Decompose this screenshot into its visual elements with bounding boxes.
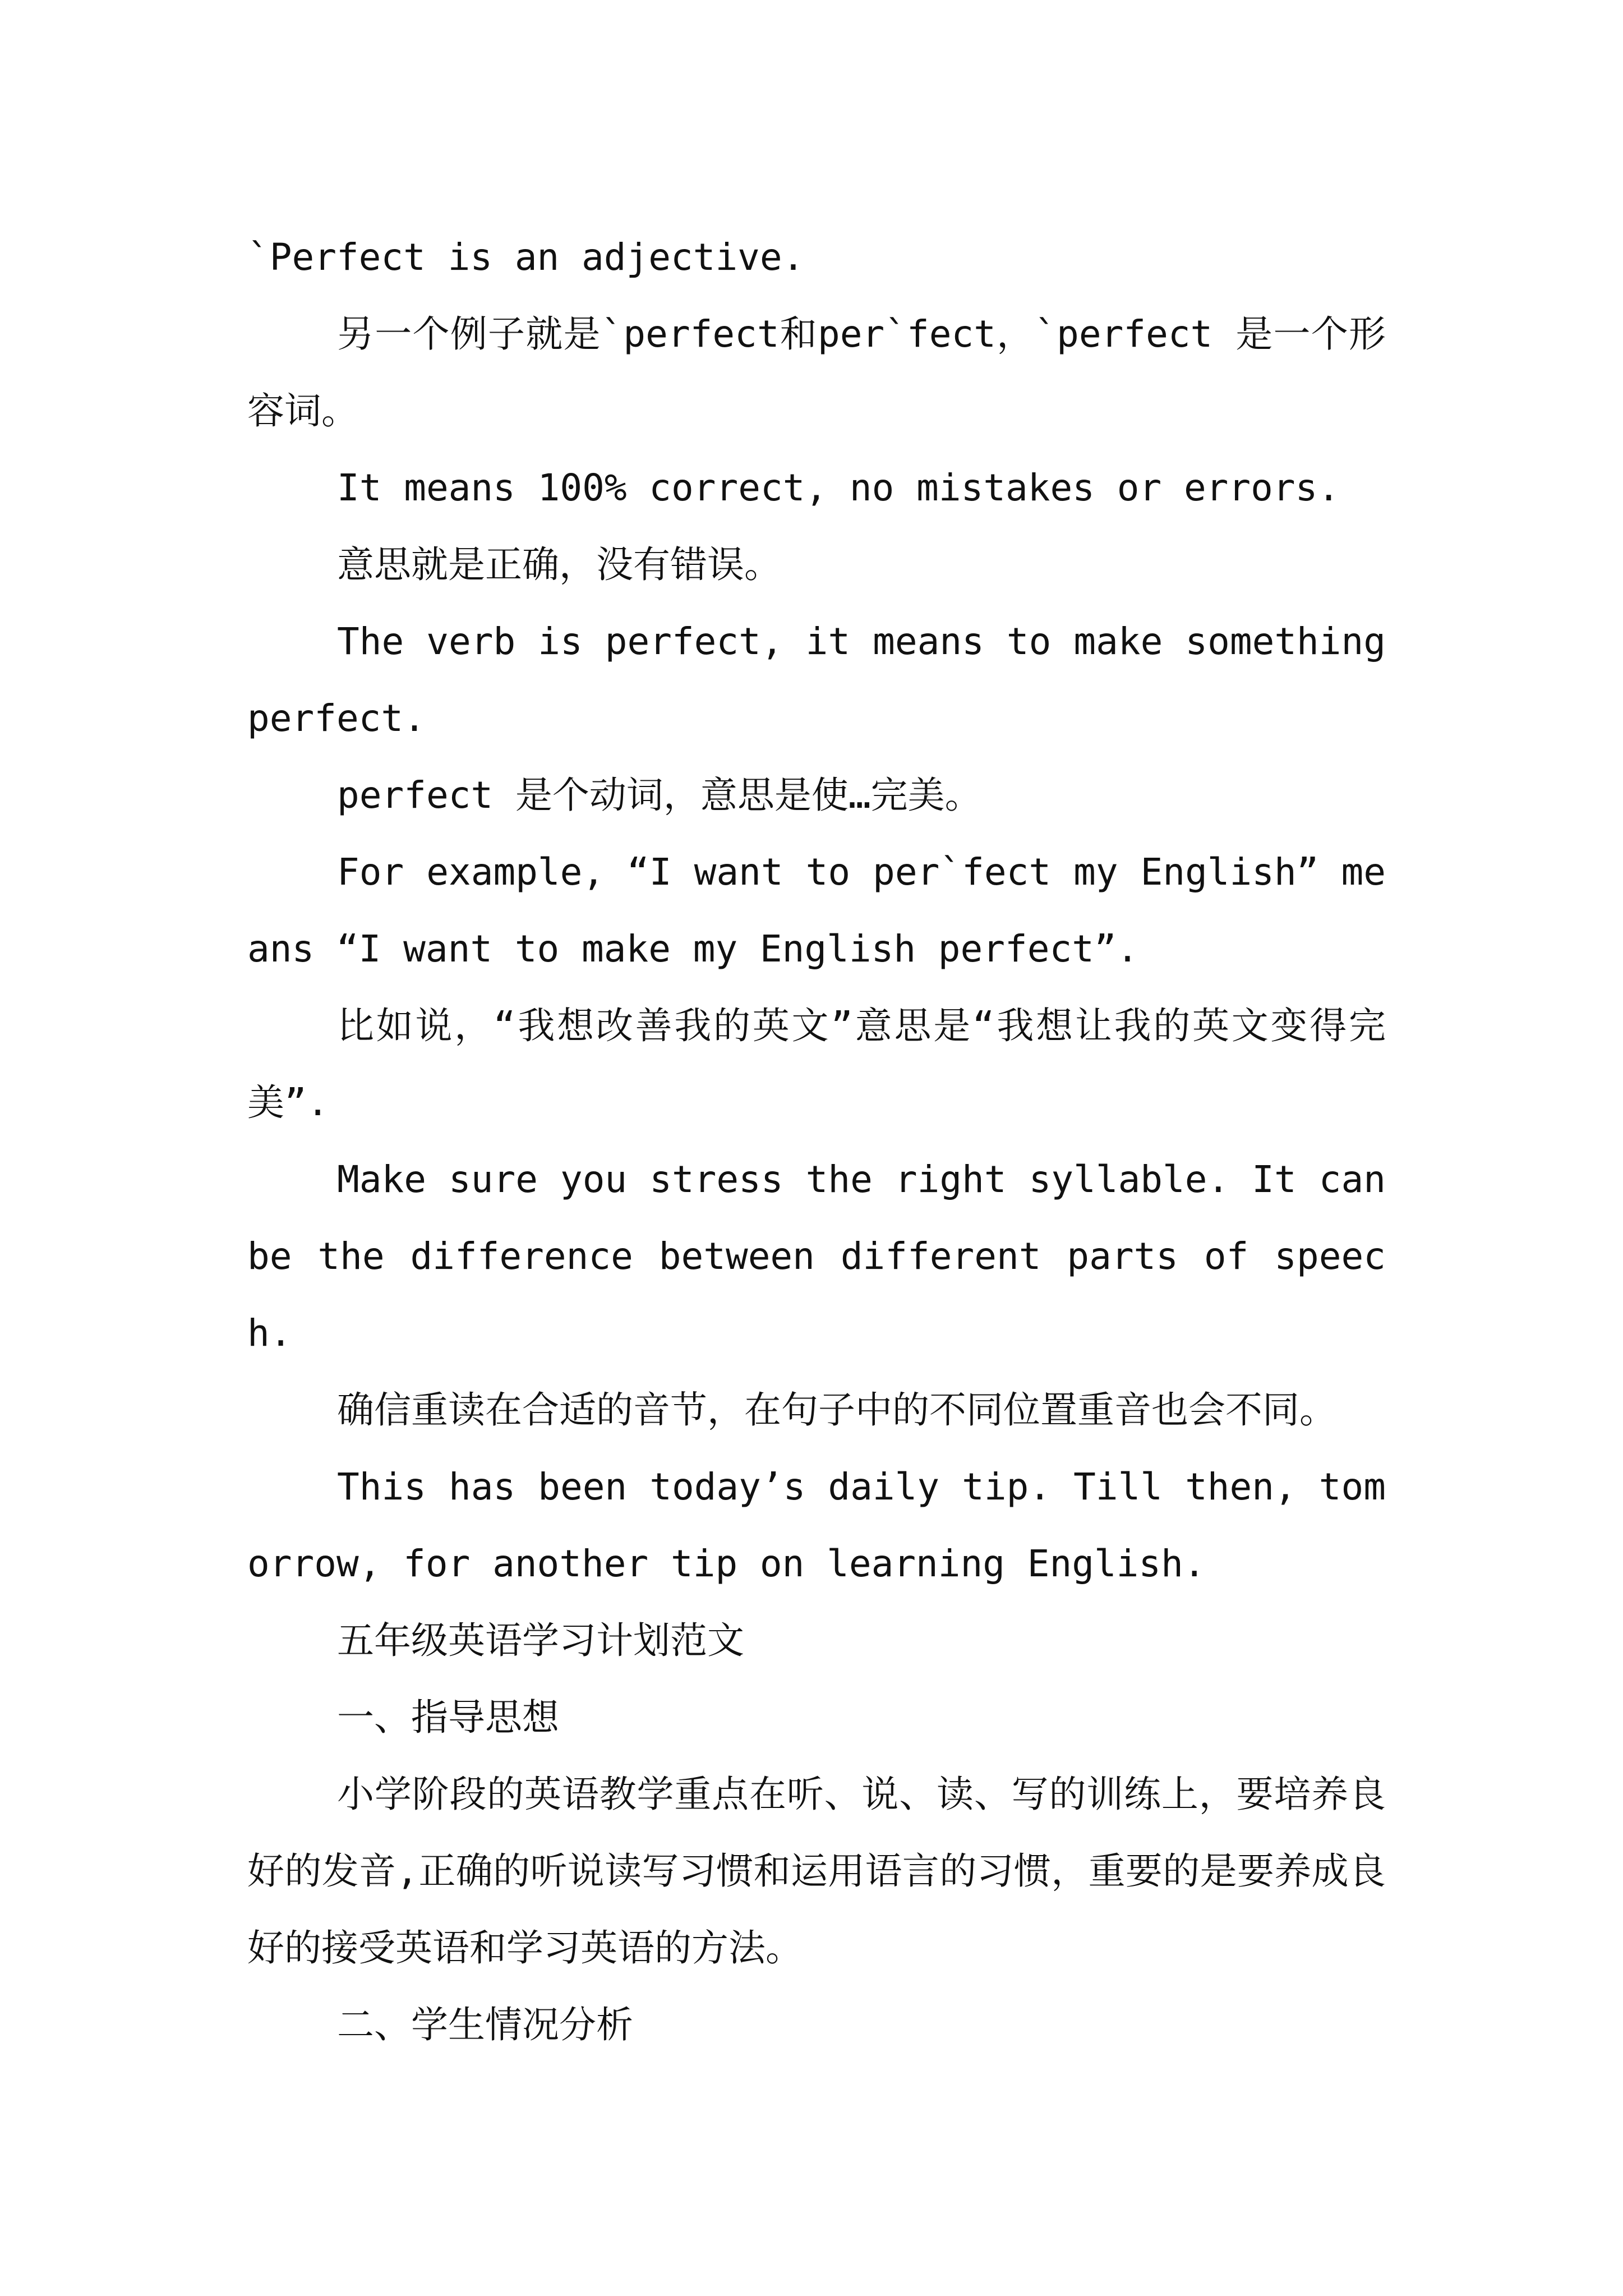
paragraph-perfect-example-cn: 另一个例子就是`perfect和per`fect，`perfect 是一个形容词。 [247,312,1386,432]
paragraph-stress-cn: 确信重读在合适的音节，在句子中的不同位置重音也会不同。 [337,1388,1336,1432]
paragraph-example-cn: 比如说，“我想改善我的英文”意思是“我想让我的英文变得完美”. [247,1004,1386,1124]
paragraph-example-en: For example, “I want to per`fect my English” means “I want to make my English perfect”. [247,850,1386,970]
section-title-plan: 五年级英语学习计划范文 [337,1619,744,1662]
document-body [247,219,1386,2063]
paragraph-guiding-idea-body: 小学阶段的英语教学重点在听、说、读、写的训练上，要培养良好的发音,正确的听说读写习惯和运用语言的习惯，重要的是要养成良好的接受英语和学习英语的方法。 [247,1773,1386,1970]
section-heading-student-analysis: 二、学生情况分析 [337,2003,633,2046]
paragraph-daily-tip: This has been today’s daily tip. Till then, tomorrow, for another tip on learning English. [247,1465,1386,1585]
paragraph-stress-en: Make sure you stress the right syllable. It can be the difference between different parts of speech. [247,1158,1386,1355]
paragraph-adjective-note: `Perfect is an adjective. [247,236,805,279]
paragraph-verb-en: The verb is perfect, it means to make something perfect. [247,620,1386,740]
paragraph-verb-cn: perfect 是个动词，意思是使…完美。 [337,774,982,817]
section-heading-guiding-idea: 一、指导思想 [337,1696,559,1739]
paragraph-meaning-cn: 意思就是正确，没有错误。 [337,543,781,586]
paragraph-meaning-en: It means 100% correct, no mistakes or errors. [337,466,1340,509]
